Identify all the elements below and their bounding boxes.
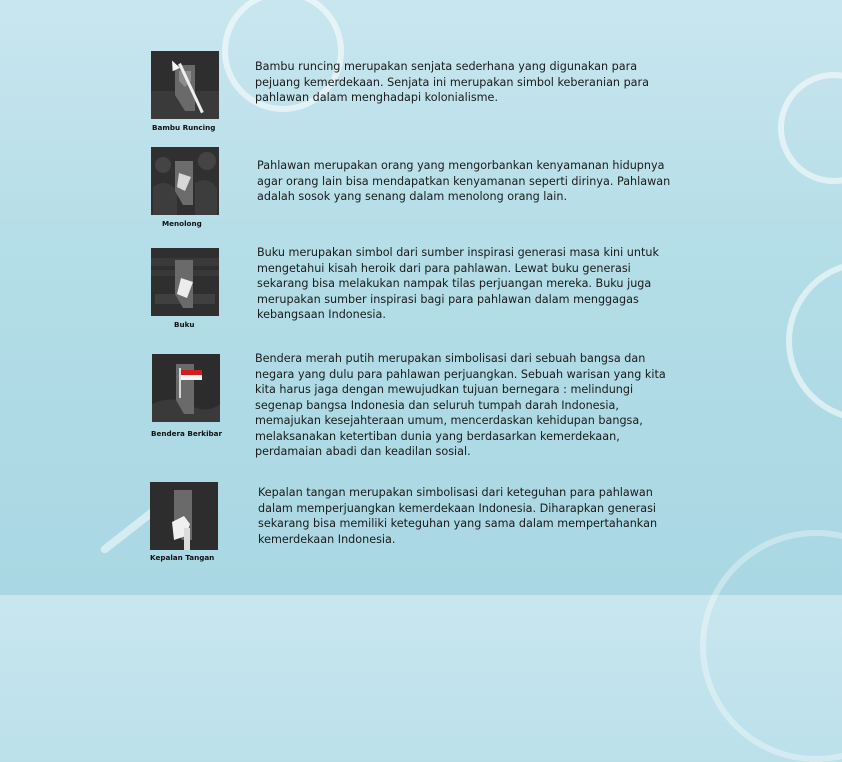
caption-bambu-runcing: Bambu Runcing: [152, 123, 216, 132]
caption-menolong: Menolong: [162, 219, 202, 228]
menolong-image: [151, 147, 219, 215]
background-ring: [786, 260, 842, 422]
kepalan-tangan-image: [150, 482, 218, 550]
description-kepalan-tangan: Kepalan tangan merupakan simbolisasi dari keteguhan para pahlawan dalam memperjuangkan kemerdekaan Indonesia. Diharapkan generasi sekarang bisa memiliki keteguhan yang sama dalam mempertahankan kemerdekaan Indonesia.: [258, 486, 658, 546]
caption-buku: Buku: [174, 320, 195, 329]
buku-image: [151, 248, 219, 316]
description-buku: Buku merupakan simbol dari sumber inspirasi generasi masa kini untuk mengetahui kisah heroik dari para pahlawan. Lewat buku generasi sekarang bisa melakukan nampak tilas perjuangan mereka. Buku juga merupakan sumber inspirasi bagi para pahlawan dalam menggagas kebangsaan Indonesia.: [257, 246, 659, 321]
bambu-runcing-image: [151, 51, 219, 119]
description-bendera-berkibar: Bendera merah putih merupakan simbolisasi dari sebuah bangsa dan negara yang dulu para pahlawan perjuangkan. Sebuah warisan yang kita kita harus jaga dengan mewujudkan tujuan bernegara : melindungi segenap bangsa Indonesia dan seluruh tumpah darah Indonesia, memajukan kesejahteraan umum, mencerdaskan kehidupan bangsa, melaksanakan ketertiban dunia yang berdasarkan kemerdekaan, perdamaian abadi dan keadilan sosial.: [255, 352, 666, 458]
background-ring: [700, 530, 842, 762]
description-bambu-runcing: Bambu runcing merupakan senjata sederhana yang digunakan para pejuang kemerdekaan. Senjata ini merupakan simbol keberanian para pahlawan dalam menghadapi kolonialisme.: [255, 60, 649, 104]
background-ring: [778, 72, 842, 184]
bendera-berkibar-image: [152, 354, 220, 422]
caption-bendera-berkibar: Bendera Berkibar: [151, 429, 223, 438]
description-menolong: Pahlawan merupakan orang yang mengorbankan kenyamanan hidupnya agar orang lain bisa mendapatkan kenyamanan seperti dirinya. Pahlawan adalah sosok yang senang dalam menolong orang lain.: [257, 159, 671, 203]
caption-kepalan-tangan: Kepalan Tangan: [150, 553, 215, 562]
